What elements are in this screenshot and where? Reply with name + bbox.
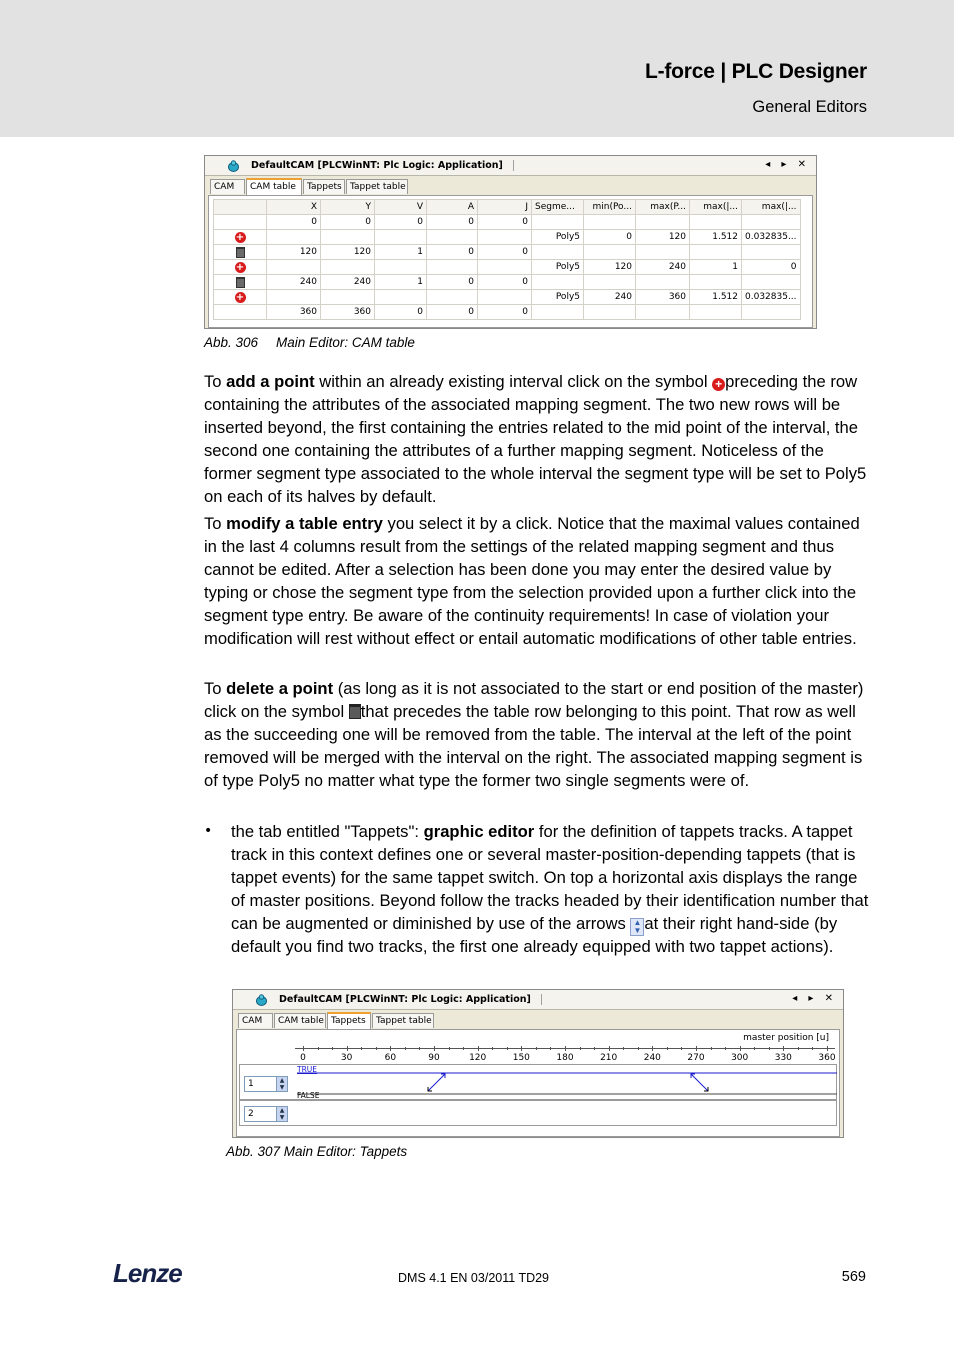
table-cell[interactable] xyxy=(636,215,690,230)
cam-app-icon xyxy=(227,160,240,172)
axis-tick-label: 0 xyxy=(300,1053,306,1063)
figure1-caption xyxy=(204,335,415,350)
tab-tappet-table[interactable]: Tappet table xyxy=(372,1013,434,1028)
rising-edge-marker xyxy=(428,1074,445,1091)
track-id-spinner[interactable] xyxy=(244,1106,288,1122)
text: that precedes the table row belonging to this point. That row as well as the succeeding one will be removed from the table. The interval at the left of the point removed will be merged with the interval on the right. The associated mapping segment is of type Poly5 no matter what type the former two single segments were of. xyxy=(204,701,863,790)
cam-table-screenshot xyxy=(204,155,817,329)
table-cell[interactable] xyxy=(267,260,321,275)
table-cell[interactable] xyxy=(742,245,801,260)
axis-minor-tick xyxy=(681,1047,682,1050)
text: for the definition of tappets tracks. A tappet track in this context defines one or several master-position-depending tappets (that is tappet events) for the same tappet switch. On top a horizontal axis displays the range of master positions. Beyond follow the tracks headed by their identification number that can be augmented or diminished by use of the arrows xyxy=(231,822,869,933)
bold-delete-point: delete a point xyxy=(226,679,334,698)
text: To xyxy=(204,679,227,698)
axis-minor-tick xyxy=(405,1047,406,1050)
bold-graphic-editor: graphic editor xyxy=(423,822,535,841)
figure1-caption-text: Main Editor: CAM table xyxy=(276,335,415,350)
axis-tick-label: 60 xyxy=(384,1053,397,1063)
trash-icon[interactable] xyxy=(236,277,245,288)
table-cell[interactable] xyxy=(636,275,690,290)
column-header[interactable] xyxy=(214,200,267,215)
table-cell[interactable]: Poly5 xyxy=(532,260,584,275)
axis-minor-tick xyxy=(361,1047,362,1050)
paragraph-modify-entry xyxy=(204,513,870,650)
axis-tick-label: 360 xyxy=(818,1053,836,1063)
false-label: FALSE xyxy=(297,1091,320,1100)
axis-label: master position [u] xyxy=(743,1033,829,1043)
table-cell[interactable] xyxy=(478,260,532,275)
tab-cam-table[interactable]: CAM table xyxy=(274,1013,326,1028)
text: at their right hand-side (by default you find two tracks, the first one already equipped with two tappet actions). xyxy=(231,913,838,956)
tappet-track-2[interactable] xyxy=(239,1100,837,1126)
cam-app-icon xyxy=(255,994,268,1006)
table-cell[interactable]: 360 xyxy=(321,305,375,320)
table-cell[interactable] xyxy=(532,305,584,320)
table-row[interactable] xyxy=(214,290,801,305)
table-cell[interactable]: Poly5 xyxy=(532,230,584,245)
table-cell[interactable]: 120 xyxy=(636,230,690,245)
up-down-arrows-icon: ▲ ▼ xyxy=(630,918,644,936)
bold-modify-entry: modify a table entry xyxy=(226,514,383,533)
track-id-value: 2 xyxy=(248,1109,254,1119)
table-cell[interactable]: 0 xyxy=(427,275,478,290)
table-row[interactable] xyxy=(214,305,801,320)
tappet-signal[interactable] xyxy=(297,1065,842,1099)
table-header-row xyxy=(214,200,801,215)
table-cell[interactable]: 0 xyxy=(478,305,532,320)
axis-tick-label: 270 xyxy=(687,1053,705,1063)
table-cell[interactable] xyxy=(690,275,742,290)
table-cell[interactable]: 0 xyxy=(427,245,478,260)
paragraph-delete-point xyxy=(204,678,870,793)
window-nav-buttons[interactable]: ◂ ▸ ✕ xyxy=(792,993,837,1004)
table-cell[interactable]: 0 xyxy=(584,230,636,245)
axis-minor-tick xyxy=(725,1047,726,1050)
row-action-cell xyxy=(214,305,267,320)
table-cell[interactable] xyxy=(375,230,427,245)
table-cell[interactable] xyxy=(584,305,636,320)
axis-tick-label: 330 xyxy=(774,1053,792,1063)
table-cell[interactable] xyxy=(478,230,532,245)
table-cell[interactable]: 120 xyxy=(267,245,321,260)
table-row[interactable] xyxy=(214,245,801,260)
table-row[interactable] xyxy=(214,275,801,290)
window-title: DefaultCAM [PLCWinNT: Plc Logic: Application] xyxy=(279,994,542,1005)
table-cell[interactable] xyxy=(532,275,584,290)
table-cell[interactable]: 1 xyxy=(690,260,742,275)
table-cell[interactable] xyxy=(321,230,375,245)
cam-table-content xyxy=(208,195,813,328)
bullet-tappets xyxy=(231,821,871,959)
axis-tick-label: 30 xyxy=(340,1053,353,1063)
true-label: TRUE xyxy=(297,1065,318,1074)
row-action-cell[interactable] xyxy=(214,245,267,260)
spinner-arrows[interactable]: ▲ ▼ xyxy=(276,1077,287,1091)
track-id-spinner[interactable] xyxy=(244,1076,288,1092)
header-band xyxy=(0,0,954,137)
table-cell[interactable]: 240 xyxy=(321,275,375,290)
column-header[interactable]: min(Po... xyxy=(584,200,636,215)
axis-tick-label: 180 xyxy=(556,1053,574,1063)
page-number: 569 xyxy=(841,1269,866,1285)
table-cell[interactable]: 1.512 xyxy=(690,230,742,245)
axis-minor-tick xyxy=(769,1047,770,1050)
figure2-caption: Abb. 307 Main Editor: Tappets xyxy=(226,1144,408,1159)
track-id-value: 1 xyxy=(248,1079,254,1089)
table-cell[interactable]: 120 xyxy=(584,260,636,275)
column-header[interactable]: V xyxy=(375,200,427,215)
table-cell[interactable]: Poly5 xyxy=(532,290,584,305)
table-cell[interactable] xyxy=(267,230,321,245)
column-header[interactable]: J xyxy=(478,200,532,215)
axis-tick xyxy=(740,1046,741,1051)
document-id: DMS 4.1 EN 03/2011 TD29 xyxy=(398,1271,550,1285)
axis-minor-tick xyxy=(419,1047,420,1050)
paragraph-add-point xyxy=(204,371,870,508)
table-cell[interactable]: 0 xyxy=(478,245,532,260)
row-action-cell[interactable] xyxy=(214,275,267,290)
table-cell[interactable]: 360 xyxy=(636,290,690,305)
axis-minor-tick xyxy=(812,1047,813,1050)
text: within an already existing interval click on the symbol xyxy=(314,372,713,391)
add-point-icon: + xyxy=(712,378,725,391)
table-cell[interactable]: 0 xyxy=(321,215,375,230)
axis-minor-tick xyxy=(798,1047,799,1050)
column-header[interactable]: max(|... xyxy=(690,200,742,215)
column-header[interactable]: Y xyxy=(321,200,375,215)
table-cell[interactable]: 1.512 xyxy=(690,290,742,305)
axis-minor-tick xyxy=(550,1047,551,1050)
axis-minor-tick xyxy=(754,1047,755,1050)
table-cell[interactable] xyxy=(742,215,801,230)
text: To xyxy=(204,372,227,391)
trash-icon xyxy=(349,704,361,719)
table-cell[interactable]: 1 xyxy=(375,275,427,290)
axis-tick xyxy=(696,1046,697,1051)
table-cell[interactable]: 360 xyxy=(267,305,321,320)
table-cell[interactable]: 0 xyxy=(267,215,321,230)
table-row[interactable] xyxy=(214,260,801,275)
spinner-arrows[interactable]: ▲ ▼ xyxy=(276,1107,287,1121)
figure1-caption-number: Abb. 306 xyxy=(204,335,259,350)
table-cell[interactable] xyxy=(742,275,801,290)
table-cell[interactable]: 240 xyxy=(636,260,690,275)
column-header[interactable]: max(|... xyxy=(742,200,801,215)
table-cell[interactable]: 240 xyxy=(584,290,636,305)
axis-minor-tick xyxy=(507,1047,508,1050)
bullet-marker: • xyxy=(204,823,213,839)
table-cell[interactable] xyxy=(321,290,375,305)
tab-cam-table[interactable]: CAM table xyxy=(246,178,302,195)
axis-minor-tick xyxy=(318,1047,319,1050)
axis-minor-tick xyxy=(580,1047,581,1050)
column-header[interactable]: A xyxy=(427,200,478,215)
table-cell[interactable]: 0 xyxy=(375,305,427,320)
axis-minor-tick xyxy=(667,1047,668,1050)
table-row[interactable] xyxy=(214,230,801,245)
tappet-track-1[interactable] xyxy=(239,1064,837,1100)
axis-minor-tick xyxy=(711,1047,712,1050)
window-titlebar xyxy=(205,156,816,176)
table-cell[interactable]: 240 xyxy=(267,275,321,290)
table-cell[interactable]: 0 xyxy=(427,305,478,320)
axis-tick-label: 300 xyxy=(731,1053,749,1063)
plus-icon[interactable]: + xyxy=(235,291,245,303)
table-cell[interactable]: 0.032835... xyxy=(742,230,801,245)
axis-minor-tick xyxy=(449,1047,450,1050)
axis-tick xyxy=(521,1046,522,1051)
tab-tappet-table[interactable]: Tappet table xyxy=(346,179,408,194)
window-titlebar xyxy=(233,990,843,1010)
axis-tick xyxy=(434,1046,435,1051)
table-cell[interactable] xyxy=(584,245,636,260)
tab-tappets[interactable]: Tappets xyxy=(303,179,345,194)
axis-tick-label: 120 xyxy=(469,1053,487,1063)
column-header[interactable]: Segme... xyxy=(532,200,584,215)
window-nav-buttons[interactable]: ◂ ▸ ✕ xyxy=(765,159,810,170)
table-cell[interactable]: 0 xyxy=(375,215,427,230)
table-cell[interactable] xyxy=(532,215,584,230)
axis-tick-label: 210 xyxy=(600,1053,618,1063)
bold-add-point: add a point xyxy=(226,372,315,391)
axis-minor-tick xyxy=(376,1047,377,1050)
table-cell[interactable] xyxy=(478,290,532,305)
table-cell[interactable]: 120 xyxy=(321,245,375,260)
row-action-cell[interactable] xyxy=(214,290,267,305)
axis-tick-label: 150 xyxy=(512,1053,530,1063)
table-cell[interactable] xyxy=(690,245,742,260)
table-cell[interactable]: 0 xyxy=(478,275,532,290)
table-cell[interactable] xyxy=(321,260,375,275)
axis-tick xyxy=(303,1046,304,1051)
axis-tick xyxy=(478,1046,479,1051)
axis-minor-tick xyxy=(594,1047,595,1050)
table-cell[interactable] xyxy=(427,230,478,245)
axis-tick xyxy=(390,1046,391,1051)
lenze-logo: Lenze xyxy=(113,1258,182,1288)
table-cell[interactable] xyxy=(267,290,321,305)
table-cell[interactable] xyxy=(427,290,478,305)
tappets-screenshot xyxy=(232,989,844,1138)
cam-table xyxy=(213,199,801,320)
axis-tick xyxy=(783,1046,784,1051)
table-cell[interactable] xyxy=(690,305,742,320)
table-cell[interactable]: 0 xyxy=(478,215,532,230)
table-cell[interactable] xyxy=(375,290,427,305)
table-cell[interactable] xyxy=(636,305,690,320)
text: (as long as it is not associated to the start or end position of the master) click on the symbol xyxy=(204,679,864,721)
text: the tab entitled "Tappets": xyxy=(231,822,424,841)
column-header[interactable]: max(P... xyxy=(636,200,690,215)
table-row[interactable] xyxy=(214,215,801,230)
table-cell[interactable] xyxy=(375,260,427,275)
plus-icon[interactable]: + xyxy=(235,261,245,273)
plus-icon[interactable]: + xyxy=(235,231,245,243)
row-action-cell[interactable] xyxy=(214,230,267,245)
axis-minor-tick xyxy=(536,1047,537,1050)
axis-minor-tick xyxy=(463,1047,464,1050)
tab-cam[interactable]: CAM xyxy=(238,1013,273,1028)
axis-minor-tick xyxy=(492,1047,493,1050)
table-cell[interactable] xyxy=(636,245,690,260)
table-cell[interactable] xyxy=(690,215,742,230)
row-action-cell[interactable] xyxy=(214,260,267,275)
axis-tick xyxy=(827,1046,828,1051)
row-action-cell xyxy=(214,215,267,230)
table-cell[interactable]: 0 xyxy=(427,215,478,230)
axis-tick-label: 90 xyxy=(428,1053,440,1063)
tab-tappets[interactable]: Tappets xyxy=(327,1012,371,1029)
text: To xyxy=(204,514,227,533)
axis-tick xyxy=(609,1046,610,1051)
tappets-content xyxy=(236,1029,840,1137)
axis-minor-tick xyxy=(623,1047,624,1050)
axis-minor-tick xyxy=(638,1047,639,1050)
table-cell[interactable] xyxy=(532,245,584,260)
falling-edge-marker xyxy=(691,1074,708,1091)
header-subtitle: General Editors xyxy=(752,98,867,116)
axis-tick xyxy=(565,1046,566,1051)
axis-tick xyxy=(652,1046,653,1051)
text: you select it by a click. Notice that the maximal values contained in the last 4 columns result from the settings of the related mapping segment and thus cannot be edited. After a selection has been done you may enter the desired value by typing or chose the segment type from the selection provided upon a further click into the segment type entry. Be aware of the continuity requirements! In case of violation your modification will rest without effect or entail automatic modifications of other table entries. xyxy=(204,514,860,648)
column-header[interactable]: X xyxy=(267,200,321,215)
editor-tabs xyxy=(236,1012,843,1029)
text: preceding the row containing the attributes of the associated mapping segment. The two new rows will be inserted beyond, the first containing the entries related to the mid point of the interval, the second one containing the attributes of a further mapping segment. Noticeless of the former segment type associated to the whole interval the segment type will be set to Poly5 on each of its halves by default. xyxy=(204,372,867,506)
table-cell[interactable]: 0.032835... xyxy=(742,290,801,305)
table-cell[interactable]: 0 xyxy=(742,260,801,275)
axis-tick xyxy=(347,1046,348,1051)
table-cell[interactable] xyxy=(742,305,801,320)
header-title: L-force | PLC Designer xyxy=(644,60,867,83)
editor-tabs xyxy=(208,178,816,195)
axis-minor-tick xyxy=(332,1047,333,1050)
table-cell[interactable] xyxy=(427,260,478,275)
trash-icon[interactable] xyxy=(236,247,245,258)
tab-cam[interactable]: CAM xyxy=(210,179,245,194)
table-cell[interactable] xyxy=(584,275,636,290)
window-title: DefaultCAM [PLCWinNT: Plc Logic: Application] xyxy=(251,160,514,171)
axis-tick-label: 240 xyxy=(643,1053,661,1063)
table-cell[interactable] xyxy=(584,215,636,230)
table-cell[interactable]: 1 xyxy=(375,245,427,260)
